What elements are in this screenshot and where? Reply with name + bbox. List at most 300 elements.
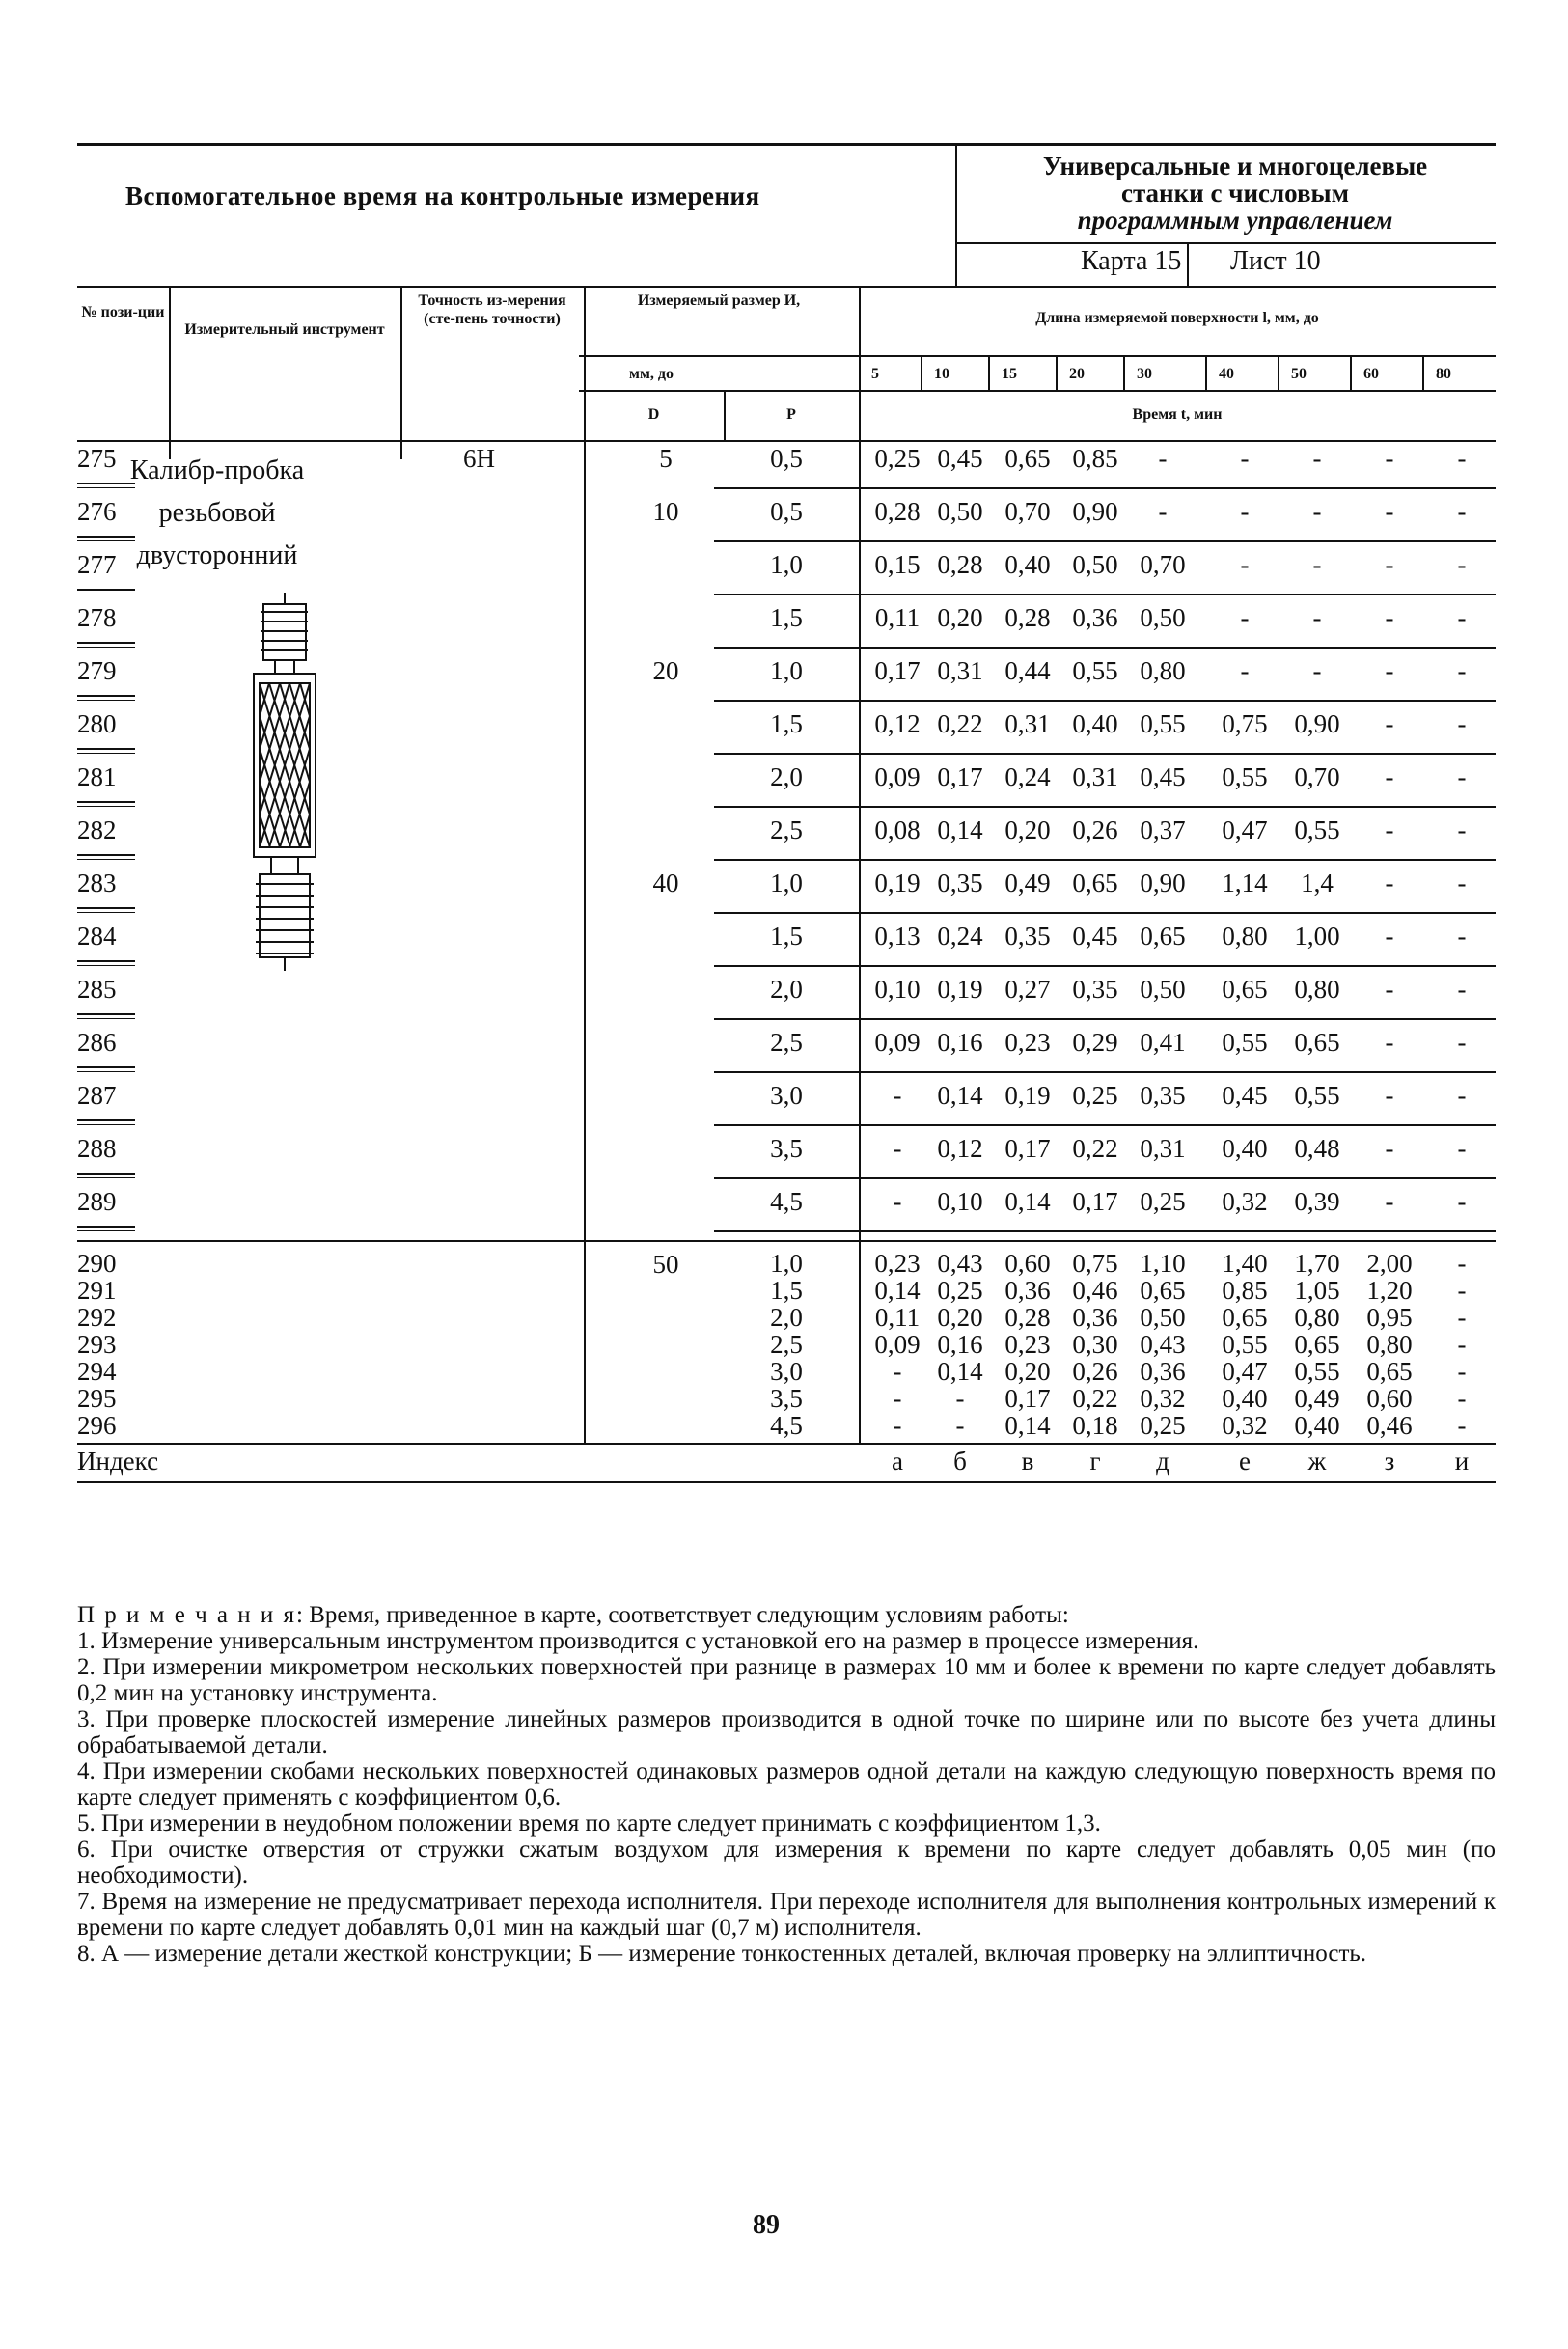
time-value: 0,65 [1222, 1303, 1268, 1332]
position-rule [77, 647, 135, 648]
time-value: - [1457, 1134, 1467, 1163]
time-value: 0,80 [1294, 1303, 1340, 1332]
position-number: 280 [77, 709, 117, 738]
time-value: 0,28 [1004, 603, 1051, 632]
length-col-header: 50 [1291, 366, 1307, 382]
pitch-p: 4,5 [770, 1187, 803, 1216]
time-value: - [955, 1384, 965, 1413]
right-title-line2: станки с числовым [1120, 179, 1350, 207]
index-label: Индекс [77, 1447, 159, 1476]
time-value: 0,50 [1140, 1303, 1186, 1332]
index-letter: и [1454, 1447, 1470, 1476]
length-col-header: 15 [1002, 366, 1017, 382]
time-value: 0,35 [937, 869, 983, 898]
header-mid-rule [579, 355, 1496, 357]
length-col-divider [1278, 355, 1279, 390]
pitch-p: 1,0 [770, 1249, 803, 1278]
time-value: 0,32 [1222, 1411, 1268, 1440]
time-value: 0,46 [1366, 1411, 1413, 1440]
time-value: 0,31 [1072, 762, 1118, 791]
time-value: 0,09 [874, 1028, 921, 1057]
time-value: 0,14 [937, 1357, 983, 1386]
pitch-p: 2,5 [770, 815, 803, 844]
time-value: - [1457, 656, 1467, 685]
row-rule [714, 540, 1496, 542]
time-value: 0,55 [1072, 656, 1118, 685]
time-value: 0,50 [1140, 975, 1186, 1004]
left-title: Вспомогательное время на контрольные измерения [125, 181, 760, 210]
position-rule [77, 1071, 135, 1072]
time-value: 0,36 [1004, 1276, 1051, 1305]
position-number: 278 [77, 603, 117, 632]
time-value: 0,27 [1004, 975, 1051, 1004]
position-rule [77, 540, 135, 541]
time-value: 0,25 [1140, 1187, 1186, 1216]
pitch-p: 1,5 [770, 1276, 803, 1305]
time-value: 0,90 [1294, 709, 1340, 738]
time-value: 0,11 [874, 603, 921, 632]
position-number: 286 [77, 1028, 117, 1057]
position-number: 275 [77, 444, 117, 473]
time-value: 0,25 [1072, 1081, 1118, 1110]
time-value: 0,43 [937, 1249, 983, 1278]
position-rule [77, 642, 135, 644]
length-col-header: 5 [871, 366, 879, 382]
pitch-p: 1,5 [770, 709, 803, 738]
time-value: 1,05 [1294, 1276, 1340, 1305]
index-letter: ж [1307, 1447, 1327, 1476]
row-rule [714, 753, 1496, 755]
time-value: - [1457, 815, 1467, 844]
time-value: 0,40 [1072, 709, 1118, 738]
time-value: - [1240, 603, 1250, 632]
length-col-divider [988, 355, 990, 390]
time-value: 0,80 [1140, 656, 1186, 685]
pitch-p: 4,5 [770, 1411, 803, 1440]
notes-lead [77, 1602, 1496, 1628]
time-value: 0,55 [1294, 1357, 1340, 1386]
header-d: D [647, 406, 660, 423]
header-bottom-rule [77, 440, 1496, 442]
time-value: 0,65 [1004, 444, 1051, 473]
position-rule [77, 753, 135, 754]
tool-name-line2: резьбовой [158, 498, 276, 528]
time-value: 0,11 [874, 1303, 921, 1332]
time-value: - [1457, 1028, 1467, 1057]
time-value: 0,36 [1072, 1303, 1118, 1332]
time-value: 0,10 [874, 975, 921, 1004]
time-value: - [1385, 709, 1394, 738]
diameter-d: 20 [652, 656, 679, 685]
note-item: 5. При измерении в неудобном положении время по карте следует принимать с коэффициентом 1,3. [77, 1810, 1101, 1837]
time-value: - [1158, 444, 1168, 473]
table-top-rule [77, 286, 1496, 288]
position-rule [77, 1177, 135, 1178]
time-value: 0,65 [1140, 1276, 1186, 1305]
thread-plug-gauge-illustration [236, 593, 333, 971]
time-value: 0,90 [1072, 497, 1118, 526]
time-value: - [1385, 1028, 1394, 1057]
tool-accuracy: 6Н [463, 444, 495, 473]
col-divider [859, 440, 861, 1443]
time-value: 0,70 [1140, 550, 1186, 579]
time-value: 0,47 [1222, 1357, 1268, 1386]
pitch-p: 1,0 [770, 656, 803, 685]
pitch-p: 0,5 [770, 444, 803, 473]
time-value: 0,26 [1072, 1357, 1118, 1386]
time-value: - [1457, 1330, 1467, 1359]
time-value: 0,55 [1222, 762, 1268, 791]
time-value: - [1457, 1411, 1467, 1440]
header-p: P [786, 406, 796, 423]
time-value: - [1457, 922, 1467, 951]
note-item: 7. Время на измерение не предусматривает перехода исполнителя. При переходе исполнителя для выполнения контрольных измерений к времени по карте следует добавлять 0,01 мин на каждый шаг (0,7 м) исполнителя. [77, 1889, 1496, 1941]
time-value: - [1457, 1384, 1467, 1413]
time-value: 2,00 [1366, 1249, 1413, 1278]
row-rule [714, 594, 1496, 595]
time-value: 0,65 [1222, 975, 1268, 1004]
time-value: 0,45 [937, 444, 983, 473]
time-value: 0,13 [874, 922, 921, 951]
time-value: 0,35 [1140, 1081, 1186, 1110]
note-item: 1. Измерение универсальным инструментом производится с установкой его на размер в процессе измерения. [77, 1628, 1199, 1654]
time-value: 0,80 [1366, 1330, 1413, 1359]
time-value: 0,65 [1072, 869, 1118, 898]
time-value: 0,65 [1294, 1028, 1340, 1057]
row-rule [714, 1071, 1496, 1073]
col-divider [724, 390, 726, 440]
time-value: 0,48 [1294, 1134, 1340, 1163]
time-value: - [1457, 1081, 1467, 1110]
time-value: 0,70 [1294, 762, 1340, 791]
time-value: 0,28 [937, 550, 983, 579]
position-rule [77, 1226, 135, 1228]
time-value: 0,41 [1140, 1028, 1186, 1057]
time-value: 0,80 [1222, 922, 1268, 951]
time-value: - [893, 1081, 902, 1110]
time-value: 0,09 [874, 762, 921, 791]
position-rule [77, 912, 135, 913]
time-value: - [1312, 550, 1322, 579]
time-value: - [1457, 497, 1467, 526]
time-value: 0,24 [937, 922, 983, 951]
position-rule [77, 1066, 135, 1068]
col-divider [400, 286, 402, 440]
row-rule [714, 1230, 1496, 1232]
row-rule [714, 806, 1496, 808]
position-rule [77, 965, 135, 966]
time-value: - [1385, 1187, 1394, 1216]
time-value: 0,14 [874, 1276, 921, 1305]
time-value: - [1385, 656, 1394, 685]
time-value: 0,22 [1072, 1134, 1118, 1163]
table-bottom-rule [77, 1481, 1496, 1483]
header-top-rule [77, 143, 1496, 146]
time-value: - [1240, 550, 1250, 579]
length-col-divider [921, 355, 922, 390]
pitch-p: 2,0 [770, 762, 803, 791]
position-rule [77, 1119, 135, 1121]
time-value: 1,10 [1140, 1249, 1186, 1278]
time-value: 0,16 [937, 1330, 983, 1359]
time-value: 0,40 [1222, 1384, 1268, 1413]
row-rule [714, 965, 1496, 967]
position-rule [77, 483, 135, 484]
index-letter: г [1089, 1447, 1101, 1476]
time-value: 0,65 [1294, 1330, 1340, 1359]
time-value: 0,35 [1004, 922, 1051, 951]
time-value: 0,29 [1072, 1028, 1118, 1057]
position-number: 295 [77, 1384, 117, 1413]
position-rule [77, 1013, 135, 1015]
diameter-d: 5 [659, 444, 673, 473]
time-value: 0,14 [1004, 1187, 1051, 1216]
time-value: 0,75 [1072, 1249, 1118, 1278]
time-value: - [1457, 975, 1467, 1004]
time-value: 0,30 [1072, 1330, 1118, 1359]
time-value: 0,14 [1004, 1411, 1051, 1440]
position-rule [77, 907, 135, 909]
time-value: 0,90 [1140, 869, 1186, 898]
time-value: 0,17 [1004, 1134, 1051, 1163]
time-value: - [1312, 656, 1322, 685]
position-rule [77, 806, 135, 807]
time-value: 0,36 [1140, 1357, 1186, 1386]
time-value: 0,39 [1294, 1187, 1340, 1216]
time-value: - [1312, 444, 1322, 473]
position-number: 291 [77, 1276, 117, 1305]
time-value: 0,70 [1004, 497, 1051, 526]
time-value: 0,10 [937, 1187, 983, 1216]
note-item: 2. При измерении микрометром нескольких поверхностей при разнице в размерах 10 мм и более к времени по карте следует добавлять 0,2 мин на установку инструмента. [77, 1654, 1496, 1706]
time-value: 0,08 [874, 815, 921, 844]
time-value: 0,19 [937, 975, 983, 1004]
position-number: 283 [77, 869, 117, 898]
pitch-p: 1,0 [770, 550, 803, 579]
pitch-p: 3,5 [770, 1134, 803, 1163]
time-value: 0,19 [1004, 1081, 1051, 1110]
time-value: - [1457, 1187, 1467, 1216]
length-col-divider [1350, 355, 1352, 390]
pitch-p: 3,0 [770, 1357, 803, 1386]
col-divider [584, 440, 586, 1443]
position-number: 279 [77, 656, 117, 685]
time-value: 0,60 [1004, 1249, 1051, 1278]
time-value: 0,46 [1072, 1276, 1118, 1305]
time-value: 0,17 [937, 762, 983, 791]
time-value: 0,55 [1222, 1330, 1268, 1359]
position-number: 284 [77, 922, 117, 951]
length-col-header: 40 [1219, 366, 1234, 382]
sheet-number: Лист 10 [1230, 246, 1321, 276]
time-value: - [1312, 497, 1322, 526]
time-value: 0,85 [1222, 1276, 1268, 1305]
time-value: 0,15 [874, 550, 921, 579]
time-value: - [1385, 975, 1394, 1004]
time-value: 0,65 [1366, 1357, 1413, 1386]
time-value: 0,14 [937, 1081, 983, 1110]
position-number: 277 [77, 550, 117, 579]
time-value: 0,36 [1072, 603, 1118, 632]
time-value: 0,12 [874, 709, 921, 738]
time-value: 0,22 [1072, 1384, 1118, 1413]
time-value: - [1385, 550, 1394, 579]
row-rule [714, 1018, 1496, 1020]
position-number: 289 [77, 1187, 117, 1216]
index-letter: е [1239, 1447, 1251, 1476]
time-value: - [1240, 444, 1250, 473]
time-value: - [893, 1384, 902, 1413]
pitch-p: 3,5 [770, 1384, 803, 1413]
time-value: 0,65 [1140, 922, 1186, 951]
note-item: 4. При измерении скобами нескольких поверхностей одинаковых размеров одной детали на каждую следующую поверхность время по карте следует применять с коэффициентом 0,6. [77, 1758, 1496, 1810]
time-value: - [893, 1187, 902, 1216]
time-value: - [1385, 1081, 1394, 1110]
time-value: 0,20 [937, 603, 983, 632]
time-value: 0,45 [1222, 1081, 1268, 1110]
index-letter: з [1384, 1447, 1395, 1476]
right-title-line1: Универсальные и многоцелевые [1042, 152, 1428, 180]
position-rule [77, 801, 135, 803]
time-value: 0,28 [1004, 1303, 1051, 1332]
time-value: - [1240, 497, 1250, 526]
time-value: 0,19 [874, 869, 921, 898]
col-divider [584, 286, 586, 440]
header-pos: № пози-ции [81, 304, 165, 320]
time-value: - [893, 1134, 902, 1163]
pitch-p: 1,5 [770, 603, 803, 632]
time-value: - [1457, 709, 1467, 738]
col-divider [169, 440, 171, 459]
notes [77, 1602, 1496, 1967]
time-value: 0,45 [1072, 922, 1118, 951]
position-number: 290 [77, 1249, 117, 1278]
time-value: 0,32 [1222, 1187, 1268, 1216]
time-value: 0,35 [1072, 975, 1118, 1004]
time-value: - [1240, 656, 1250, 685]
time-value: 0,12 [937, 1134, 983, 1163]
time-value: 0,45 [1140, 762, 1186, 791]
card-number: Карта 15 [1081, 246, 1182, 276]
header-length: Длина измеряемой поверхности l, мм, до [1035, 310, 1319, 326]
position-number: 288 [77, 1134, 117, 1163]
time-value: 0,80 [1294, 975, 1340, 1004]
time-value: 0,50 [937, 497, 983, 526]
position-rule [77, 1018, 135, 1019]
time-value: 0,49 [1004, 869, 1051, 898]
col-divider [169, 286, 171, 440]
time-value: 0,75 [1222, 709, 1268, 738]
position-rule [77, 695, 135, 697]
pitch-p: 1,5 [770, 922, 803, 951]
tool-name-line1: Калибр-пробка [129, 456, 305, 485]
time-value: - [1457, 1249, 1467, 1278]
time-value: 0,26 [1072, 815, 1118, 844]
card-header [77, 143, 1496, 288]
position-rule [77, 536, 135, 538]
index-top-rule [77, 1443, 1496, 1445]
page-number: 89 [753, 2210, 780, 2240]
time-value: - [1457, 869, 1467, 898]
length-col-header: 80 [1436, 366, 1451, 382]
header-tool: Измерительный инструмент [184, 321, 385, 338]
time-value: - [1457, 550, 1467, 579]
header-time: Время t, мин [1132, 406, 1223, 423]
index-letter: д [1156, 1447, 1169, 1476]
time-value: 0,28 [874, 497, 921, 526]
diameter-d: 50 [652, 1250, 679, 1279]
length-col-header: 10 [934, 366, 949, 382]
time-value: - [1457, 1303, 1467, 1332]
time-value: 0,55 [1294, 815, 1340, 844]
time-value: 1,20 [1366, 1276, 1413, 1305]
length-col-divider [1422, 355, 1424, 390]
position-number: 292 [77, 1303, 117, 1332]
time-value: 0,40 [1004, 550, 1051, 579]
pitch-p: 2,5 [770, 1028, 803, 1057]
time-value: 0,22 [937, 709, 983, 738]
time-value: 1,14 [1222, 869, 1268, 898]
time-value: 0,55 [1294, 1081, 1340, 1110]
position-number: 276 [77, 497, 117, 526]
time-value: 0,47 [1222, 815, 1268, 844]
time-value: 0,25 [1140, 1411, 1186, 1440]
length-col-divider [1205, 355, 1207, 390]
time-value: 0,24 [1004, 762, 1051, 791]
row-rule [714, 487, 1496, 489]
time-value: 0,95 [1366, 1303, 1413, 1332]
length-col-header: 60 [1363, 366, 1379, 382]
time-value: 0,49 [1294, 1384, 1340, 1413]
time-value: - [1385, 497, 1394, 526]
time-value: - [1385, 815, 1394, 844]
time-value: - [893, 1411, 902, 1440]
time-value: 0,40 [1294, 1411, 1340, 1440]
time-value: - [1385, 603, 1394, 632]
position-number: 285 [77, 975, 117, 1004]
time-value: 0,09 [874, 1330, 921, 1359]
time-value: 0,40 [1222, 1134, 1268, 1163]
right-title [975, 152, 1496, 234]
pitch-p: 2,0 [770, 1303, 803, 1332]
time-value: 0,17 [1072, 1187, 1118, 1216]
length-col-header: 20 [1069, 366, 1085, 382]
time-value: 0,20 [937, 1303, 983, 1332]
pitch-p: 2,0 [770, 975, 803, 1004]
time-value: - [1457, 444, 1467, 473]
time-value: 0,17 [874, 656, 921, 685]
header-measured-unit: мм, до [629, 366, 674, 382]
time-value: 0,23 [1004, 1028, 1051, 1057]
row-rule [714, 647, 1496, 649]
position-number: 296 [77, 1411, 117, 1440]
time-value: 0,31 [1004, 709, 1051, 738]
position-number: 287 [77, 1081, 117, 1110]
time-value: - [1457, 1357, 1467, 1386]
index-letter: в [1021, 1447, 1034, 1476]
time-value: - [893, 1357, 902, 1386]
time-value: 0,18 [1072, 1411, 1118, 1440]
time-value: - [1385, 1134, 1394, 1163]
row-rule [714, 912, 1496, 914]
row-rule [714, 1177, 1496, 1179]
length-col-divider [1123, 355, 1125, 390]
position-rule [77, 748, 135, 750]
index-letter: б [953, 1447, 967, 1476]
header-divider [955, 143, 957, 286]
pitch-p: 0,5 [770, 497, 803, 526]
time-value: - [955, 1411, 965, 1440]
